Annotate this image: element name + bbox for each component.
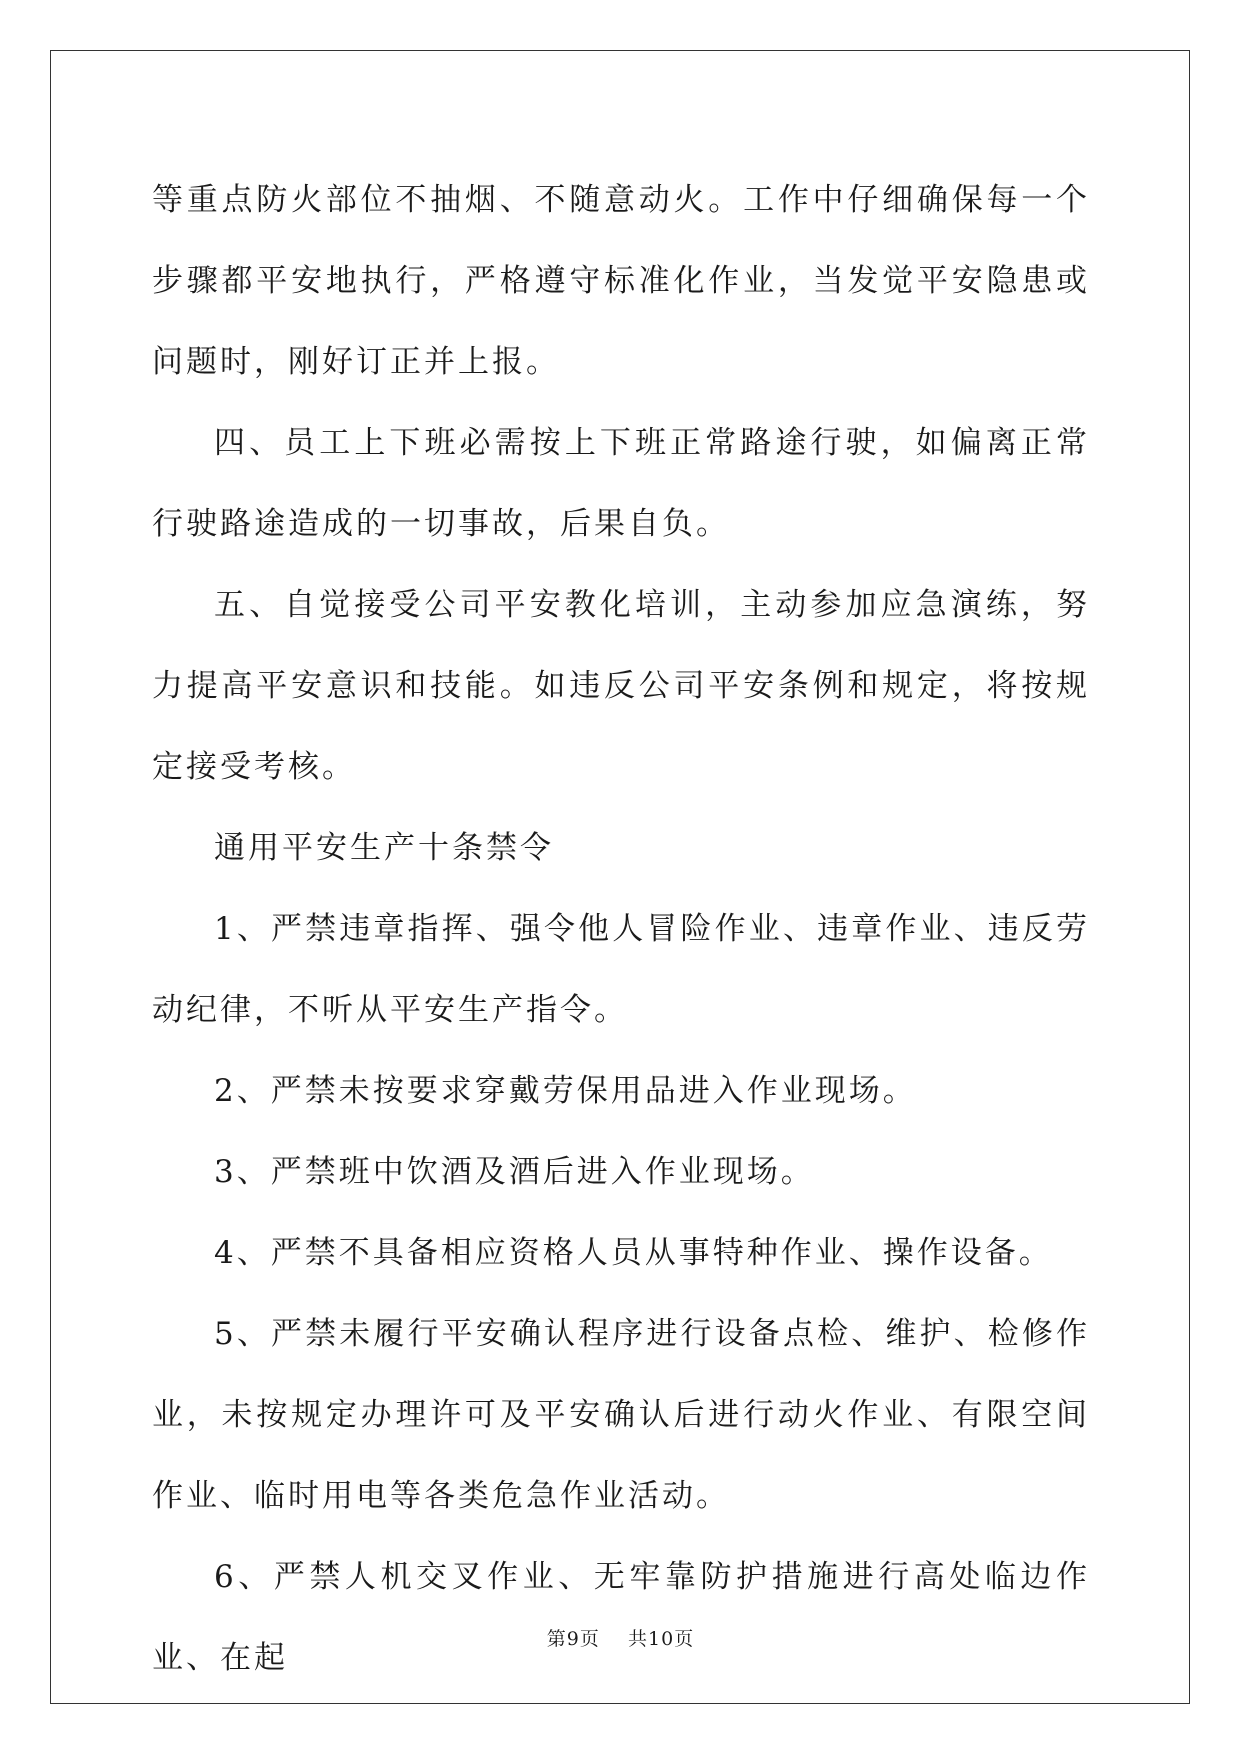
- paragraph: 等重点防火部位不抽烟、不随意动火。工作中仔细确保每一个步骤都平安地执行，严格遵守标准化作业，当发觉平安隐患或问题时，刚好订正并上报。: [152, 182, 1090, 380]
- list-item: 3、严禁班中饮酒及酒后进入作业现场。: [214, 1154, 815, 1190]
- section-heading: 通用平安生产十条禁令: [214, 830, 554, 866]
- list-item: 6、严禁人机交叉作业、无牢靠防护措施进行高处临边作业、在起: [152, 1559, 1090, 1676]
- list-item: 1、严禁违章指挥、强令他人冒险作业、违章作业、违反劳动纪律，不听从平安生产指令。: [152, 911, 1090, 1028]
- list-item: 4、严禁不具备相应资格人员从事特种作业、操作设备。: [214, 1235, 1053, 1271]
- page-number: 第9页: [546, 1628, 600, 1650]
- page-footer: [0, 1624, 1241, 1651]
- paragraph: 五、自觉接受公司平安教化培训，主动参加应急演练，努力提高平安意识和技能。如违反公司平安条例和规定，将按规定接受考核。: [152, 587, 1090, 785]
- list-item: 5、严禁未履行平安确认程序进行设备点检、维护、检修作业，未按规定办理许可及平安确认后进行动火作业、有限空间作业、临时用电等各类危急作业活动。: [152, 1316, 1090, 1514]
- document-body: [152, 160, 1090, 1699]
- page-total: 共10页: [628, 1628, 695, 1650]
- list-item: 2、严禁未按要求穿戴劳保用品进入作业现场。: [214, 1073, 917, 1109]
- paragraph: 四、员工上下班必需按上下班正常路途行驶，如偏离正常行驶路途造成的一切事故，后果自负。: [152, 425, 1090, 542]
